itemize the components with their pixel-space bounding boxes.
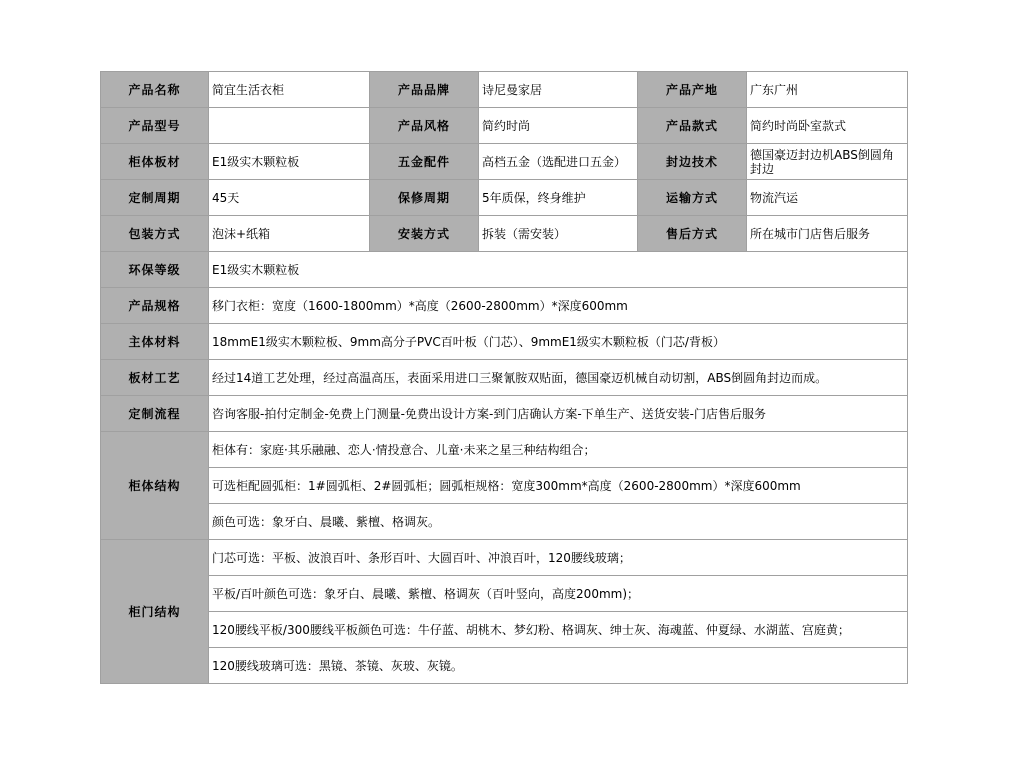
label-eco-grade: 环保等级 xyxy=(101,252,209,288)
label-craft: 板材工艺 xyxy=(101,360,209,396)
label-origin: 产品产地 xyxy=(638,72,747,108)
value-style: 简约时尚 xyxy=(479,108,638,144)
value-packaging: 泡沫+纸箱 xyxy=(209,216,370,252)
door-structure-line: 120腰线平板/300腰线平板颜色可选：牛仔蓝、胡桃木、梦幻粉、格调灰、绅士灰、海魂蓝、仲夏绿、水湖蓝、宫庭黄； xyxy=(209,612,908,648)
value-design: 简约时尚卧室款式 xyxy=(747,108,908,144)
value-origin: 广东广州 xyxy=(747,72,908,108)
label-door-structure: 柜门结构 xyxy=(101,540,209,684)
table-row xyxy=(101,432,908,468)
label-style: 产品风格 xyxy=(370,108,479,144)
table-row xyxy=(101,324,908,360)
label-material: 主体材料 xyxy=(101,324,209,360)
value-shipping: 物流汽运 xyxy=(747,180,908,216)
table-row xyxy=(101,468,908,504)
label-hardware: 五金配件 xyxy=(370,144,479,180)
label-edge: 封边技术 xyxy=(638,144,747,180)
label-packaging: 包装方式 xyxy=(101,216,209,252)
table-row xyxy=(101,648,908,684)
value-board: E1级实木颗粒板 xyxy=(209,144,370,180)
value-lead-time: 45天 xyxy=(209,180,370,216)
value-model xyxy=(209,108,370,144)
label-design: 产品款式 xyxy=(638,108,747,144)
label-shipping: 运输方式 xyxy=(638,180,747,216)
value-product-name: 简宜生活衣柜 xyxy=(209,72,370,108)
value-craft: 经过14道工艺处理，经过高温高压，表面采用进口三聚氰胺双贴面，德国豪迈机械自动切割，ABS倒圆角封边而成。 xyxy=(209,360,908,396)
table-row xyxy=(101,180,908,216)
value-material: 18mmE1级实木颗粒板、9mm高分子PVC百叶板（门芯）、9mmE1级实木颗粒板（门芯/背板） xyxy=(209,324,908,360)
cabinet-structure-line: 颜色可选：象牙白、晨曦、紫檀、格调灰。 xyxy=(209,504,908,540)
label-spec: 产品规格 xyxy=(101,288,209,324)
door-structure-line: 120腰线玻璃可选：黑镜、茶镜、灰玻、灰镜。 xyxy=(209,648,908,684)
label-product-name: 产品名称 xyxy=(101,72,209,108)
label-board: 柜体板材 xyxy=(101,144,209,180)
cabinet-structure-line: 可选柜配圆弧柜：1#圆弧柜、2#圆弧柜；圆弧柜规格：宽度300mm*高度（2600-2800mm）*深度600mm xyxy=(209,468,908,504)
label-brand: 产品品牌 xyxy=(370,72,479,108)
label-lead-time: 定制周期 xyxy=(101,180,209,216)
door-structure-line: 平板/百叶颜色可选：象牙白、晨曦、紫檀、格调灰（百叶竖向，高度200mm)； xyxy=(209,576,908,612)
value-warranty: 5年质保，终身维护 xyxy=(479,180,638,216)
table-row xyxy=(101,288,908,324)
table-row xyxy=(101,72,908,108)
label-warranty: 保修周期 xyxy=(370,180,479,216)
value-hardware: 高档五金（选配进口五金） xyxy=(479,144,638,180)
table-row xyxy=(101,504,908,540)
label-model: 产品型号 xyxy=(101,108,209,144)
label-install: 安装方式 xyxy=(370,216,479,252)
door-structure-line: 门芯可选：平板、波浪百叶、条形百叶、大圆百叶、冲浪百叶，120腰线玻璃； xyxy=(209,540,908,576)
label-process: 定制流程 xyxy=(101,396,209,432)
table-row xyxy=(101,576,908,612)
value-eco-grade: E1级实木颗粒板 xyxy=(209,252,908,288)
table-row xyxy=(101,252,908,288)
cabinet-structure-line: 柜体有：家庭·其乐融融、恋人·情投意合、儿童·未来之星三种结构组合； xyxy=(209,432,908,468)
product-spec-table xyxy=(100,71,908,684)
value-install: 拆装（需安装） xyxy=(479,216,638,252)
value-edge: 德国豪迈封边机ABS倒圆角封边 xyxy=(747,144,908,180)
table-row xyxy=(101,360,908,396)
table-row xyxy=(101,108,908,144)
value-spec: 移门衣柜：宽度（1600-1800mm）*高度（2600-2800mm）*深度600mm xyxy=(209,288,908,324)
value-process: 咨询客服-拍付定制金-免费上门测量-免费出设计方案-到门店确认方案-下单生产、送货安装-门店售后服务 xyxy=(209,396,908,432)
table-row xyxy=(101,216,908,252)
label-cabinet-structure: 柜体结构 xyxy=(101,432,209,540)
value-after-sales: 所在城市门店售后服务 xyxy=(747,216,908,252)
table-row xyxy=(101,144,908,180)
table-row xyxy=(101,540,908,576)
value-brand: 诗尼曼家居 xyxy=(479,72,638,108)
table-row xyxy=(101,396,908,432)
label-after-sales: 售后方式 xyxy=(638,216,747,252)
table-row xyxy=(101,612,908,648)
